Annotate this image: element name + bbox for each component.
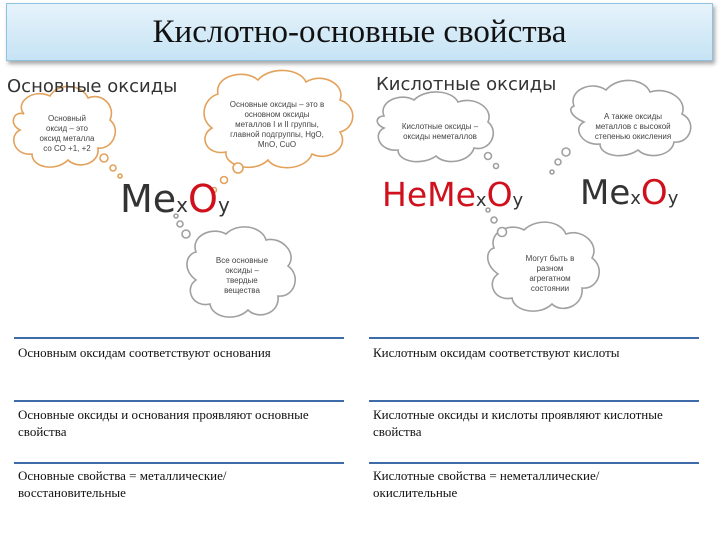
formula-subscript-x: x bbox=[630, 188, 641, 209]
basic-oxides-heading: Основные оксиды bbox=[7, 76, 178, 97]
formula-acidic-metal-oxide bbox=[580, 173, 679, 213]
table-cell-basic: Основные оксиды и основания проявляют основные свойства bbox=[18, 407, 309, 439]
formula-subscript-y: y bbox=[217, 193, 230, 217]
formula-nonmetal: He bbox=[382, 175, 428, 214]
table-cell-basic: Основные свойства = металлические/восстановительные bbox=[18, 468, 227, 500]
table-rule bbox=[14, 462, 344, 464]
acidic-oxides-heading: Кислотные оксиды bbox=[376, 74, 557, 95]
acidic-metals-text: А также оксиды металлов с высокой степенью окисления bbox=[594, 112, 672, 141]
basic-definition-text: Основный оксид – это оксид металла со СО +1, +2 bbox=[39, 114, 95, 153]
slide-title: Кислотно-основные свойства bbox=[152, 13, 567, 50]
table-cell-acidic: Кислотные свойства = неметаллические/окислительные bbox=[373, 468, 600, 500]
formula-metal: Me bbox=[427, 175, 476, 214]
acidic-definition-text: Кислотные оксиды – оксиды неметаллов bbox=[401, 122, 479, 141]
basic-solid-text: Все основные оксиды – твердые вещества bbox=[215, 256, 269, 295]
slide-title-bar bbox=[6, 3, 713, 61]
formula-subscript-x: x bbox=[475, 190, 487, 211]
formula-subscript-y: y bbox=[667, 188, 679, 209]
table-rule bbox=[369, 400, 699, 402]
formula-oxygen: O bbox=[486, 175, 513, 214]
acidic-states-text: Могут быть в разном агрегатном состоянии bbox=[525, 254, 575, 293]
table-cell-basic: Основным оксидам соответствуют основания bbox=[18, 345, 271, 360]
table-cell-acidic: Кислотные оксиды и кислоты проявляют кислотные свойства bbox=[373, 407, 663, 439]
table-cell-acidic: Кислотным оксидам соответствуют кислоты bbox=[373, 345, 620, 360]
formula-metal: Me bbox=[580, 173, 631, 213]
formula-metal: Me bbox=[120, 177, 177, 221]
formula-oxygen: O bbox=[640, 173, 668, 213]
oxides-figure bbox=[0, 62, 720, 334]
formula-basic-oxide bbox=[120, 177, 230, 221]
formula-subscript-x: x bbox=[176, 193, 189, 217]
table-rule bbox=[369, 337, 699, 339]
formula-acidic-nonmetal-oxide bbox=[382, 175, 524, 214]
table-rule bbox=[14, 337, 344, 339]
formula-oxygen: O bbox=[188, 177, 218, 221]
table-rule bbox=[14, 400, 344, 402]
formula-subscript-y: y bbox=[512, 190, 524, 211]
basic-groups-text: Основные оксиды – это в основном оксиды металлов I и II группы, главной подгруппы, HgO, MnO, CuO bbox=[229, 100, 325, 149]
table-rule bbox=[369, 462, 699, 464]
